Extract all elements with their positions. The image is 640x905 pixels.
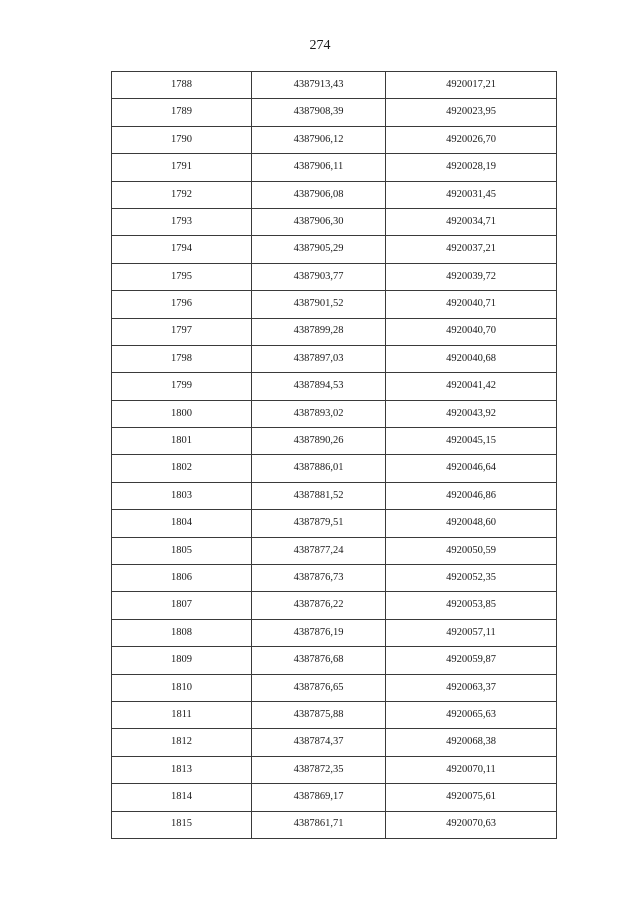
x-coordinate-cell: 4387877,24 (252, 537, 386, 564)
x-coordinate-cell: 4387861,71 (252, 811, 386, 838)
y-coordinate-cell: 4920034,71 (386, 208, 557, 235)
x-coordinate-cell: 4387906,11 (252, 154, 386, 181)
x-coordinate-cell: 4387903,77 (252, 263, 386, 290)
x-coordinate-cell: 4387886,01 (252, 455, 386, 482)
point-number-cell: 1814 (112, 784, 252, 811)
x-coordinate-cell: 4387901,52 (252, 291, 386, 318)
point-number-cell: 1813 (112, 756, 252, 783)
table-row (112, 701, 557, 728)
y-coordinate-cell: 4920040,70 (386, 318, 557, 345)
x-coordinate-cell: 4387893,02 (252, 400, 386, 427)
y-coordinate-cell: 4920063,37 (386, 674, 557, 701)
x-coordinate-cell: 4387876,22 (252, 592, 386, 619)
table-row (112, 756, 557, 783)
point-number-cell: 1793 (112, 208, 252, 235)
x-coordinate-cell: 4387876,19 (252, 619, 386, 646)
x-coordinate-cell: 4387890,26 (252, 428, 386, 455)
y-coordinate-cell: 4920040,68 (386, 345, 557, 372)
point-number-cell: 1794 (112, 236, 252, 263)
x-coordinate-cell: 4387879,51 (252, 510, 386, 537)
point-number-cell: 1800 (112, 400, 252, 427)
point-number-cell: 1803 (112, 482, 252, 509)
table-row (112, 99, 557, 126)
x-coordinate-cell: 4387906,12 (252, 126, 386, 153)
point-number-cell: 1789 (112, 99, 252, 126)
y-coordinate-cell: 4920068,38 (386, 729, 557, 756)
table-row (112, 537, 557, 564)
x-coordinate-cell: 4387872,35 (252, 756, 386, 783)
y-coordinate-cell: 4920065,63 (386, 701, 557, 728)
table-row (112, 154, 557, 181)
point-number-cell: 1806 (112, 565, 252, 592)
table-row (112, 729, 557, 756)
point-number-cell: 1798 (112, 345, 252, 372)
x-coordinate-cell: 4387905,29 (252, 236, 386, 263)
table-row (112, 455, 557, 482)
y-coordinate-cell: 4920041,42 (386, 373, 557, 400)
x-coordinate-cell: 4387875,88 (252, 701, 386, 728)
coordinates-table-body (112, 72, 557, 839)
y-coordinate-cell: 4920070,11 (386, 756, 557, 783)
y-coordinate-cell: 4920057,11 (386, 619, 557, 646)
point-number-cell: 1791 (112, 154, 252, 181)
point-number-cell: 1812 (112, 729, 252, 756)
point-number-cell: 1811 (112, 701, 252, 728)
y-coordinate-cell: 4920048,60 (386, 510, 557, 537)
table-row (112, 373, 557, 400)
y-coordinate-cell: 4920045,15 (386, 428, 557, 455)
x-coordinate-cell: 4387869,17 (252, 784, 386, 811)
table-row (112, 72, 557, 99)
point-number-cell: 1792 (112, 181, 252, 208)
table-row (112, 619, 557, 646)
y-coordinate-cell: 4920046,86 (386, 482, 557, 509)
x-coordinate-cell: 4387906,08 (252, 181, 386, 208)
y-coordinate-cell: 4920028,19 (386, 154, 557, 181)
table-row (112, 263, 557, 290)
y-coordinate-cell: 4920043,92 (386, 400, 557, 427)
y-coordinate-cell: 4920059,87 (386, 647, 557, 674)
point-number-cell: 1788 (112, 72, 252, 99)
table-row (112, 592, 557, 619)
x-coordinate-cell: 4387899,28 (252, 318, 386, 345)
table-row (112, 784, 557, 811)
y-coordinate-cell: 4920039,72 (386, 263, 557, 290)
table-row (112, 318, 557, 345)
x-coordinate-cell: 4387908,39 (252, 99, 386, 126)
point-number-cell: 1809 (112, 647, 252, 674)
point-number-cell: 1796 (112, 291, 252, 318)
table-row (112, 126, 557, 153)
y-coordinate-cell: 4920023,95 (386, 99, 557, 126)
y-coordinate-cell: 4920031,45 (386, 181, 557, 208)
table-row (112, 510, 557, 537)
table-row (112, 291, 557, 318)
table-row (112, 236, 557, 263)
page-number: 274 (309, 38, 331, 53)
point-number-cell: 1802 (112, 455, 252, 482)
point-number-cell: 1815 (112, 811, 252, 838)
table-row (112, 811, 557, 838)
x-coordinate-cell: 4387894,53 (252, 373, 386, 400)
point-number-cell: 1808 (112, 619, 252, 646)
y-coordinate-cell: 4920037,21 (386, 236, 557, 263)
y-coordinate-cell: 4920026,70 (386, 126, 557, 153)
table-row (112, 482, 557, 509)
x-coordinate-cell: 4387913,43 (252, 72, 386, 99)
point-number-cell: 1805 (112, 537, 252, 564)
point-number-cell: 1797 (112, 318, 252, 345)
y-coordinate-cell: 4920075,61 (386, 784, 557, 811)
x-coordinate-cell: 4387906,30 (252, 208, 386, 235)
table-row (112, 208, 557, 235)
y-coordinate-cell: 4920046,64 (386, 455, 557, 482)
point-number-cell: 1807 (112, 592, 252, 619)
y-coordinate-cell: 4920050,59 (386, 537, 557, 564)
point-number-cell: 1804 (112, 510, 252, 537)
table-row (112, 345, 557, 372)
y-coordinate-cell: 4920053,85 (386, 592, 557, 619)
point-number-cell: 1810 (112, 674, 252, 701)
point-number-cell: 1801 (112, 428, 252, 455)
point-number-cell: 1795 (112, 263, 252, 290)
table-row (112, 674, 557, 701)
table-row (112, 647, 557, 674)
x-coordinate-cell: 4387876,73 (252, 565, 386, 592)
x-coordinate-cell: 4387874,37 (252, 729, 386, 756)
coordinates-table (111, 71, 557, 839)
table-row (112, 400, 557, 427)
y-coordinate-cell: 4920040,71 (386, 291, 557, 318)
table-row (112, 428, 557, 455)
y-coordinate-cell: 4920052,35 (386, 565, 557, 592)
y-coordinate-cell: 4920070,63 (386, 811, 557, 838)
table-row (112, 565, 557, 592)
point-number-cell: 1799 (112, 373, 252, 400)
y-coordinate-cell: 4920017,21 (386, 72, 557, 99)
x-coordinate-cell: 4387876,68 (252, 647, 386, 674)
point-number-cell: 1790 (112, 126, 252, 153)
x-coordinate-cell: 4387876,65 (252, 674, 386, 701)
table-row (112, 181, 557, 208)
x-coordinate-cell: 4387897,03 (252, 345, 386, 372)
x-coordinate-cell: 4387881,52 (252, 482, 386, 509)
